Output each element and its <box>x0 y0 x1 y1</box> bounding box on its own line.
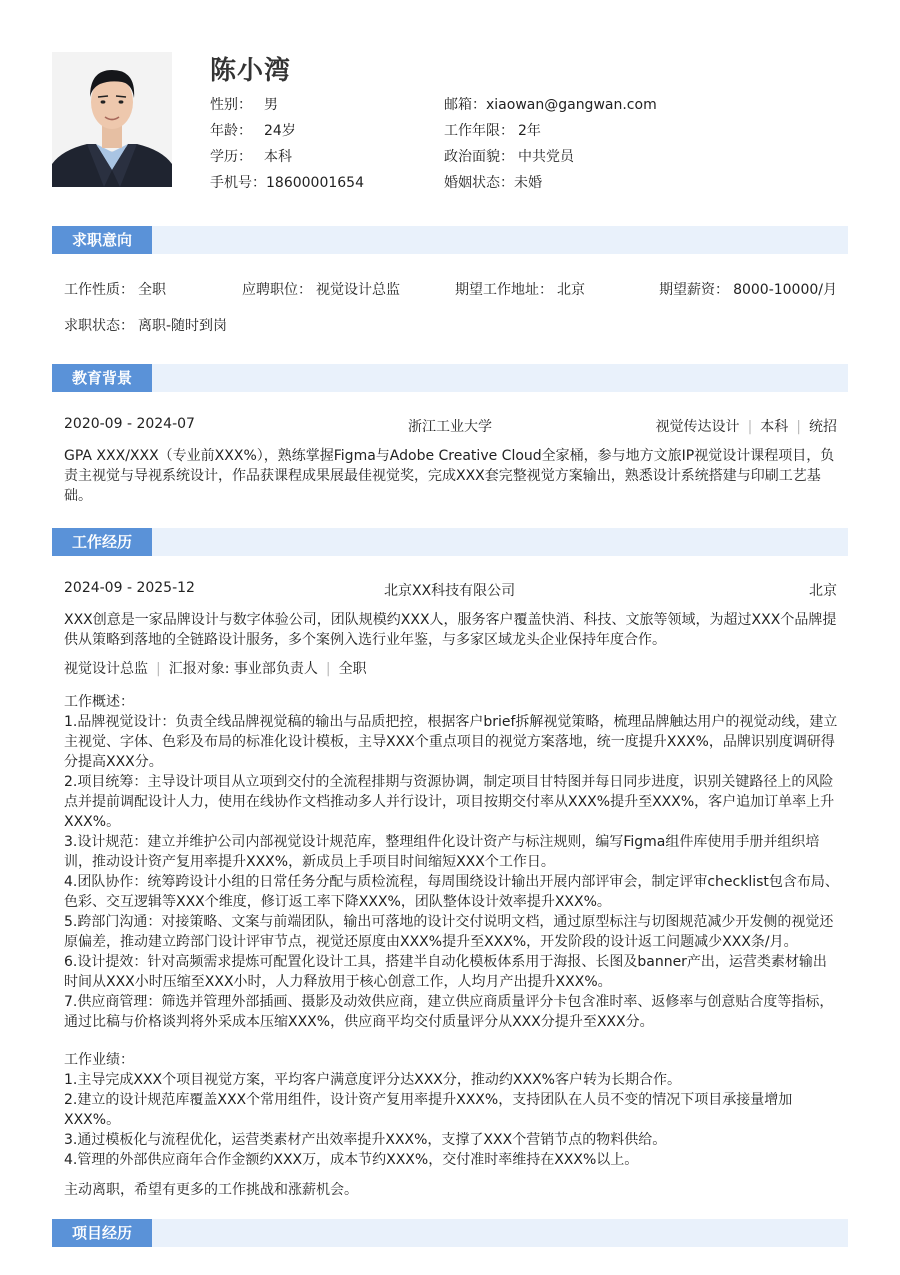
section-work-title: 工作经历 <box>52 528 152 556</box>
work-overview-item: 2.项目统筹：主导设计项目从立项到交付的全流程排期与资源协调，制定项目甘特图并每日同步进度，识别关键路径上的风险点并提前调配设计人力，使用在线协作文档推动多人并行设计，项目按期交付率从XXX%提升至XXX%，客户追加订单率上升XXX%。 <box>64 774 835 830</box>
political-value: 中共党员 <box>518 149 574 165</box>
work-report: 汇报对象: 事业部负责人 <box>168 661 318 677</box>
education-degree: 本科 <box>760 419 789 435</box>
work-company-intro: XXX创意是一家品牌设计与数字体验公司，团队规模约XXX人，服务客户覆盖快消、科技、文旅等领域，为超过XXX个品牌提供从策略到落地的全链路设计服务，多个案例入选行业年鉴，与多家区域龙头企业保持年度合作。 <box>64 612 837 648</box>
education-label: 学历： <box>210 149 252 165</box>
education-row <box>210 146 292 166</box>
age-label: 年龄： <box>210 123 252 139</box>
section-intent <box>52 226 848 254</box>
section-work <box>52 528 848 556</box>
intent-position <box>242 279 400 299</box>
gender-label: 性别： <box>210 97 252 113</box>
section-project-title: 项目经历 <box>52 1219 152 1247</box>
work-overview-item: 1.品牌视觉设计：负责全线品牌视觉稿的输出与品质把控，根据客户brief拆解视觉策略，梳理品牌触达用户的视觉动线，建立主视觉、字体、色彩及布局的标准化设计模板，主导XXX个重点项目的视觉方案落地，统一度提升XXX%，品牌识别度调研得分提高XXX分。 <box>64 714 838 770</box>
years-value: 2年 <box>518 123 541 139</box>
work-overview-item: 6.设计提效：针对高频需求提炼可配置化设计工具，搭建半自动化模板体系用于海报、长图及banner产出，运营类素材输出时间从XXX小时压缩至XXX小时，人力释放用于核心创意工作，人均月产出提升XXX%。 <box>64 954 827 990</box>
work-period: 2024-09 - 2025-12 <box>64 580 195 596</box>
email-value: xiaowan@gangwan.com <box>486 97 657 113</box>
work-tags <box>64 658 367 678</box>
intent-location-value: 北京 <box>557 282 585 298</box>
intent-location <box>455 279 585 299</box>
intent-position-value: 视觉设计总监 <box>316 282 400 298</box>
work-overview-item: 3.设计规范：建立并维护公司内部视觉设计规范库，整理组件化设计资产与标注规则，编写Figma组件库使用手册并组织培训，推动设计资产复用率提升XXX%，新成员上手项目时间缩短XXX个工作日。 <box>64 834 820 870</box>
section-education <box>52 364 848 392</box>
email-label: 邮箱： <box>444 97 486 113</box>
education-type: 统招 <box>809 419 837 435</box>
intent-status <box>64 315 227 335</box>
divider: | <box>325 661 331 677</box>
intent-salary-label: 期望薪资： <box>659 282 730 298</box>
intent-salary <box>659 279 837 299</box>
intent-nature-value: 全职 <box>138 282 166 298</box>
work-overview-item: 7.供应商管理：筛选并管理外部插画、摄影及动效供应商，建立供应商质量评分卡包含准时率、返修率与创意贴合度等指标，通过比稿与价格谈判将外采成本压缩XXX%，供应商平均交付质量评分从XXX分提升至XXX分。 <box>64 994 834 1030</box>
section-project <box>52 1219 848 1247</box>
divider: | <box>747 419 753 435</box>
education-period: 2020-09 - 2024-07 <box>64 416 195 432</box>
intent-status-value: 离职-随时到岗 <box>138 318 228 334</box>
work-achievement-item: 4.管理的外部供应商年合作金额约XXX万，成本节约XXX%，交付准时率维持在XXX%以上。 <box>64 1152 639 1168</box>
work-overview-item: 5.跨部门沟通：对接策略、文案与前端团队，输出可落地的设计交付说明文档，通过原型标注与切图规范减少开发侧的视觉还原偏差，推动建立跨部门设计评审节点，视觉还原度由XXX%提升至XXX%，开发阶段的设计返工问题减少XXX条/月。 <box>64 914 834 950</box>
age-row <box>210 120 296 140</box>
work-overview-item: 4.团队协作：统筹跨设计小组的日常任务分配与质检流程，每周围绕设计输出开展内部评审会，制定评审checklist包含布局、色彩、交互逻辑等XXX个维度，修订返工率下降XXX%，团队整体设计效率提升XXX%。 <box>64 874 839 910</box>
work-nature: 全职 <box>338 661 367 677</box>
education-school: 浙江工业大学 <box>408 419 492 435</box>
intent-status-label: 求职状态： <box>64 318 134 334</box>
years-label: 工作年限： <box>444 123 514 139</box>
work-city: 北京 <box>809 583 837 599</box>
political-row <box>444 146 574 166</box>
marital-label: 婚姻状态： <box>444 175 514 191</box>
intent-salary-value: 8000-10000/月 <box>733 282 837 298</box>
gender-row <box>210 94 278 114</box>
work-achievements <box>64 1050 839 1170</box>
phone-row <box>210 172 364 192</box>
email-row <box>444 94 657 114</box>
years-row <box>444 120 541 140</box>
political-label: 政治面貌： <box>444 149 514 165</box>
divider: | <box>156 661 161 677</box>
education-description: GPA XXX/XXX（专业前XXX%），熟练掌握Figma与Adobe Creative Cloud全家桶，参与地方文旅IP视觉设计课程项目，负责主视觉与导视系统设计，作品获课程成果展最佳视觉奖，完成XXX套完整视觉方案输出，熟悉设计系统搭建与印刷工艺基础。 <box>64 448 835 504</box>
avatar-photo <box>52 52 172 187</box>
age-value: 24岁 <box>264 123 296 139</box>
work-achievement-item: 2.建立的设计规范库覆盖XXX个常用组件，设计资产复用率提升XXX%，支持团队在人员不变的情况下项目承接量增加XXX%。 <box>64 1092 793 1128</box>
education-major: 视觉传达设计 <box>655 419 740 435</box>
work-role: 视觉设计总监 <box>64 661 148 677</box>
work-leave-reason: 主动离职，希望有更多的工作挑战和涨薪机会。 <box>64 1182 358 1198</box>
divider: | <box>796 419 801 435</box>
marital-value: 未婚 <box>514 175 542 191</box>
person-portrait-icon <box>52 52 172 187</box>
intent-location-label: 期望工作地址： <box>455 282 553 298</box>
marital-row <box>444 172 542 192</box>
education-tags <box>656 416 837 436</box>
gender-value: 男 <box>264 97 278 113</box>
work-overview <box>64 692 839 1032</box>
intent-position-label: 应聘职位： <box>242 282 312 298</box>
section-intent-title: 求职意向 <box>52 226 152 254</box>
work-achievement-item: 1.主导完成XXX个项目视觉方案，平均客户满意度评分达XXX分，推动约XXX%客户转为长期合作。 <box>64 1072 681 1088</box>
phone-label: 手机号： <box>210 175 266 191</box>
intent-nature <box>64 279 166 299</box>
work-overview-title: 工作概述： <box>64 694 134 710</box>
work-company: 北京XX科技有限公司 <box>384 583 516 599</box>
section-education-title: 教育背景 <box>52 364 152 392</box>
candidate-name: 陈小湾 <box>210 56 292 86</box>
phone-value: 18600001654 <box>266 175 364 191</box>
intent-nature-label: 工作性质： <box>64 282 134 298</box>
education-value: 本科 <box>264 149 292 165</box>
work-achievement-item: 3.通过模板化与流程优化，运营类素材产出效率提升XXX%，支撑了XXX个营销节点的物料供给。 <box>64 1132 667 1148</box>
work-achievements-title: 工作业绩： <box>64 1052 134 1068</box>
